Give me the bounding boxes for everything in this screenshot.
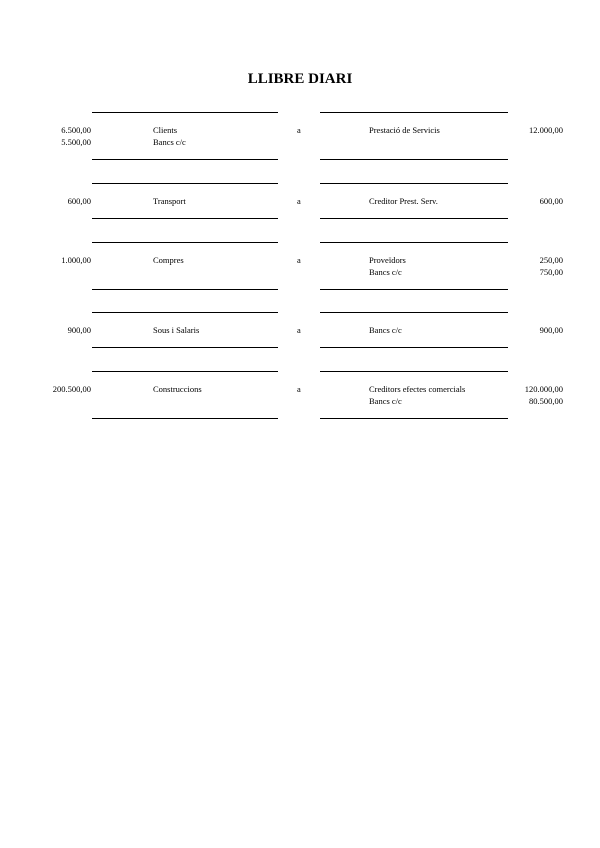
entry-top-rule-left [92,312,278,313]
credit-amount: 12.000,00 [529,125,563,135]
entry-connector: a [297,125,301,135]
entry-bottom-rule-left [92,418,278,419]
entry-top-rule-right [320,112,508,113]
debit-amount: 1.000,00 [61,255,91,265]
debit-amount: 900,00 [67,325,91,335]
debit-account: Bancs c/c [153,136,186,147]
entry-bottom-rule-right [320,159,508,160]
debit-account: Construccions [153,384,202,394]
entry-top-rule-right [320,242,508,243]
page-title: LLIBRE DIARI [247,71,353,87]
entry-bottom-rule-left [92,347,278,348]
credit-account: Prestació de Servicis [369,125,440,135]
debit-account: Sous i Salaris [153,325,200,335]
credit-account: Proveïdors [369,255,406,265]
debit-amount: 5.500,00 [61,136,91,147]
entry-bottom-rule-right [320,289,508,290]
debit-account: Transport [153,196,186,206]
debit-amount: 600,00 [67,196,91,206]
credit-account: Creditor Prest. Serv. [369,196,438,206]
debit-amount: 6.500,00 [61,125,91,135]
entry-bottom-rule-left [92,289,278,290]
entry-top-rule-left [92,183,278,184]
credit-account: Creditors efectes comercials [369,384,466,394]
entry-top-rule-right [320,183,508,184]
debit-amount: 200.500,00 [52,384,91,394]
credit-account: Bancs c/c [369,325,402,335]
entry-bottom-rule-right [320,418,508,419]
entry-top-rule-right [320,371,508,372]
credit-amount: 80.500,00 [529,395,563,406]
credit-account: Bancs c/c [369,395,402,406]
entry-bottom-rule-right [320,347,508,348]
credit-amount: 250,00 [539,255,563,265]
entry-top-rule-left [92,242,278,243]
entry-top-rule-left [92,112,278,113]
entry-top-rule-right [320,312,508,313]
credit-account: Bancs c/c [369,266,402,277]
credit-amount: 750,00 [539,266,563,277]
credit-amount: 120.000,00 [524,384,563,394]
entry-connector: a [297,384,301,394]
entry-bottom-rule-left [92,218,278,219]
debit-account: Clients [153,125,178,135]
entry-connector: a [297,196,301,206]
credit-amount: 900,00 [539,325,563,335]
entry-connector: a [297,255,301,265]
entry-connector: a [297,325,301,335]
entry-bottom-rule-left [92,159,278,160]
debit-account: Compres [153,255,184,265]
entry-top-rule-left [92,371,278,372]
entry-bottom-rule-right [320,218,508,219]
credit-amount: 600,00 [539,196,563,206]
